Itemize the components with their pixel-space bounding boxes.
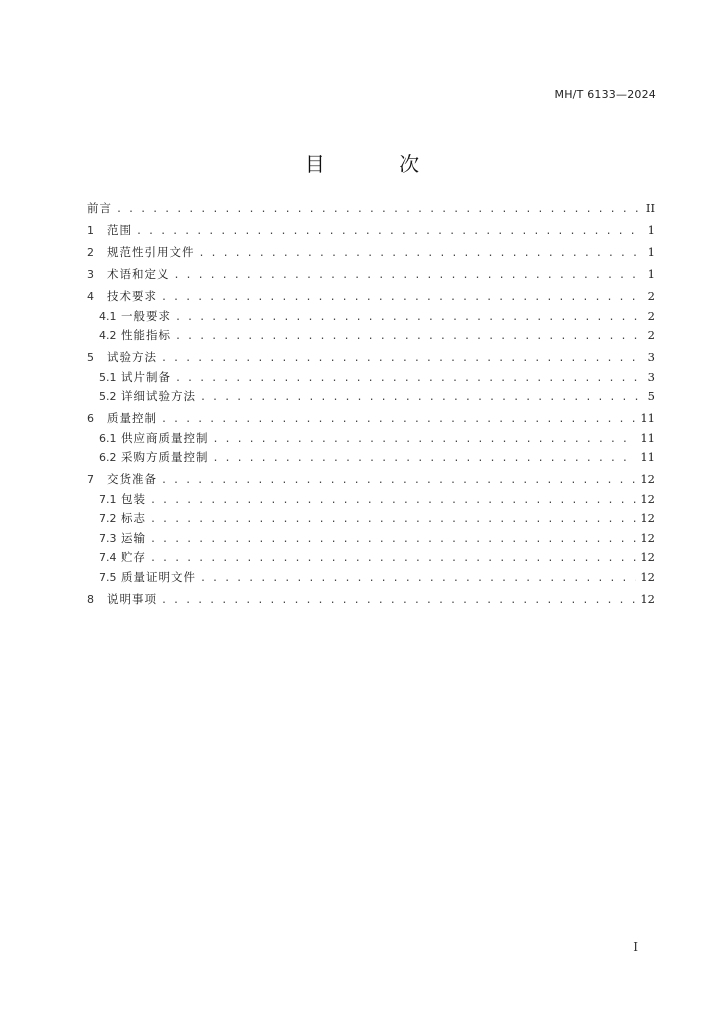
toc-leader-dots bbox=[161, 410, 636, 430]
toc-entry-label: 试验方法 bbox=[107, 350, 157, 364]
page-number: I bbox=[633, 940, 638, 954]
toc-entry-label: 贮存 bbox=[121, 550, 146, 564]
table-of-contents bbox=[87, 199, 655, 609]
toc-entry-page: 12 bbox=[640, 491, 655, 506]
toc-entry-page: 12 bbox=[640, 472, 655, 486]
toc-entry-page: 5 bbox=[647, 389, 655, 403]
toc-entry[interactable] bbox=[87, 221, 655, 241]
toc-entry-number: 6.1 bbox=[99, 431, 117, 445]
toc-entry-page: 2 bbox=[647, 308, 655, 323]
toc-entry-number: 7.1 bbox=[99, 492, 117, 506]
toc-entry[interactable] bbox=[87, 287, 655, 307]
toc-entry-label: 前言 bbox=[87, 201, 112, 215]
document-code: MH/T 6133—2024 bbox=[554, 88, 656, 101]
toc-entry-page: 12 bbox=[640, 569, 655, 584]
toc-leader-dots bbox=[136, 222, 641, 242]
toc-entry-number: 5.2 bbox=[99, 390, 117, 403]
toc-entry-page: 11 bbox=[640, 450, 655, 464]
toc-leader-dots bbox=[200, 388, 641, 408]
toc-entry-page: 12 bbox=[640, 591, 655, 606]
toc-entry-label: 质量证明文件 bbox=[121, 569, 196, 584]
toc-entry-label: 技术要求 bbox=[107, 289, 157, 303]
toc-entry-label: 详细试验方法 bbox=[121, 389, 196, 403]
toc-entry-label: 采购方质量控制 bbox=[121, 450, 209, 464]
toc-entry-number: 2 bbox=[87, 246, 94, 259]
toc-entry-label: 试片制备 bbox=[121, 369, 171, 384]
toc-entry-page: II bbox=[645, 201, 655, 215]
toc-entry[interactable] bbox=[87, 470, 655, 490]
toc-leader-dots bbox=[199, 244, 642, 264]
toc-entry[interactable] bbox=[87, 529, 655, 549]
toc-entry[interactable] bbox=[87, 509, 655, 529]
toc-entry-number: 7.2 bbox=[99, 512, 117, 525]
toc-entry-label: 一般要求 bbox=[121, 308, 171, 323]
toc-entry-label: 说明事项 bbox=[107, 591, 157, 606]
toc-entry-page: 2 bbox=[647, 328, 655, 342]
toc-entry-number: 7.5 bbox=[99, 570, 117, 584]
toc-entry-label: 范围 bbox=[107, 223, 132, 237]
toc-entry-number: 3 bbox=[87, 268, 94, 281]
toc-entry[interactable] bbox=[87, 243, 655, 263]
toc-entry[interactable] bbox=[87, 490, 655, 510]
toc-entry[interactable] bbox=[87, 326, 655, 346]
toc-leader-dots bbox=[150, 549, 636, 569]
toc-entry-number: 4 bbox=[87, 290, 94, 303]
toc-leader-dots bbox=[175, 327, 641, 347]
toc-leader-dots bbox=[175, 308, 641, 328]
toc-leader-dots bbox=[150, 491, 636, 511]
toc-entry-label: 供应商质量控制 bbox=[121, 430, 209, 445]
toc-entry[interactable] bbox=[87, 387, 655, 407]
toc-leader-dots bbox=[116, 200, 641, 220]
toc-entry-page: 12 bbox=[640, 530, 655, 545]
toc-entry-page: 2 bbox=[647, 289, 655, 303]
toc-entry-number: 7.4 bbox=[99, 551, 117, 564]
toc-entry[interactable] bbox=[87, 409, 655, 429]
toc-entry[interactable] bbox=[87, 368, 655, 388]
toc-entry-page: 3 bbox=[647, 350, 655, 364]
toc-entry-label: 交货准备 bbox=[107, 472, 157, 486]
toc-entry-label: 术语和定义 bbox=[107, 267, 170, 281]
toc-entry[interactable] bbox=[87, 548, 655, 568]
toc-entry-number: 7 bbox=[87, 473, 94, 486]
toc-entry[interactable] bbox=[87, 448, 655, 468]
toc-entry-number: 5.1 bbox=[99, 370, 117, 384]
toc-leader-dots bbox=[213, 449, 637, 469]
toc-leader-dots bbox=[161, 349, 641, 369]
toc-entry-label: 质量控制 bbox=[107, 411, 157, 425]
toc-entry-label: 标志 bbox=[121, 511, 146, 525]
toc-leader-dots bbox=[174, 266, 642, 286]
toc-leader-dots bbox=[150, 510, 636, 530]
toc-leader-dots bbox=[161, 591, 636, 611]
toc-leader-dots bbox=[213, 430, 637, 450]
toc-entry-page: 3 bbox=[647, 369, 655, 384]
toc-leader-dots bbox=[175, 369, 641, 389]
toc-entry-label: 性能指标 bbox=[121, 328, 171, 342]
toc-entry-number: 7.3 bbox=[99, 531, 117, 545]
toc-entry[interactable] bbox=[87, 590, 655, 610]
toc-entry[interactable] bbox=[87, 307, 655, 327]
toc-entry-number: 4.2 bbox=[99, 329, 117, 342]
toc-entry-label: 运输 bbox=[121, 530, 146, 545]
toc-entry-number: 6.2 bbox=[99, 451, 117, 464]
toc-entry-number: 1 bbox=[87, 224, 94, 237]
page-title: 目 次 bbox=[304, 152, 454, 176]
toc-entry-page: 12 bbox=[640, 550, 655, 564]
toc-entry[interactable] bbox=[87, 429, 655, 449]
toc-entry-page: 11 bbox=[640, 430, 655, 445]
toc-entry-label: 规范性引用文件 bbox=[107, 245, 195, 259]
toc-entry-label: 包装 bbox=[121, 491, 146, 506]
toc-leader-dots bbox=[200, 569, 636, 589]
toc-entry[interactable] bbox=[87, 199, 655, 219]
toc-entry-page: 1 bbox=[647, 245, 655, 259]
toc-entry-number: 4.1 bbox=[99, 309, 117, 323]
toc-entry[interactable] bbox=[87, 568, 655, 588]
toc-entry-number: 5 bbox=[87, 351, 94, 364]
toc-leader-dots bbox=[161, 471, 636, 491]
toc-leader-dots bbox=[161, 288, 641, 308]
toc-entry-page: 12 bbox=[640, 511, 655, 525]
toc-entry-page: 1 bbox=[647, 223, 655, 237]
toc-leader-dots bbox=[150, 530, 636, 550]
toc-entry-number: 8 bbox=[87, 592, 94, 606]
toc-entry[interactable] bbox=[87, 348, 655, 368]
toc-entry-page: 11 bbox=[640, 411, 655, 425]
toc-entry-page: 1 bbox=[647, 267, 655, 281]
toc-entry[interactable] bbox=[87, 265, 655, 285]
toc-entry-number: 6 bbox=[87, 412, 94, 425]
